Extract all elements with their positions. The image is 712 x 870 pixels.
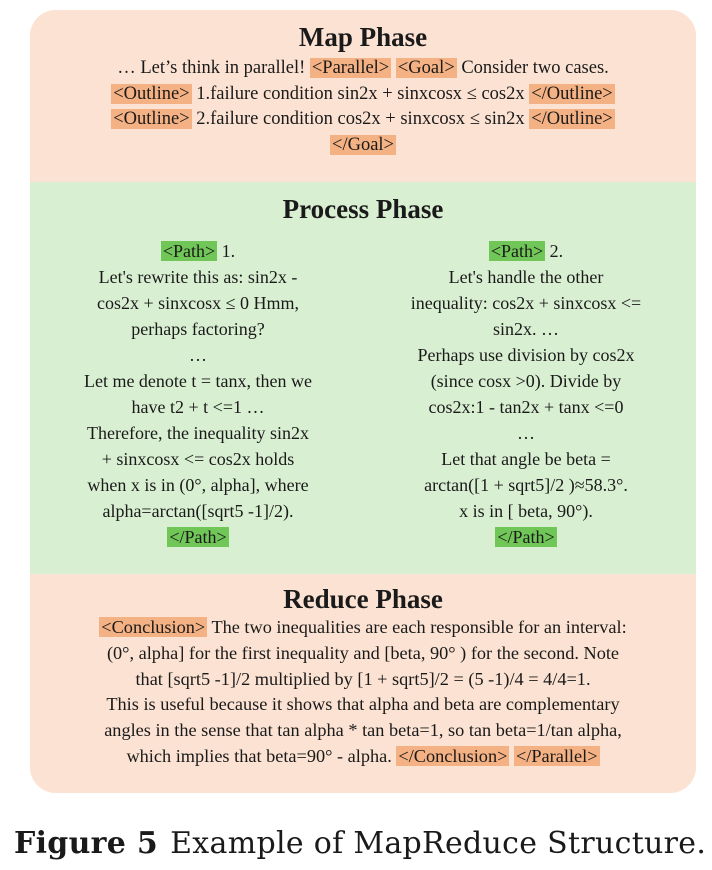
- path-open-tag: <Path>: [162, 241, 216, 261]
- reduce-phase-section: [30, 574, 696, 793]
- map-phase-title: Map Phase: [298, 22, 428, 52]
- map-line-1: [30, 56, 696, 82]
- path-1-line: + sinxcosx <= cos2x holds: [101, 449, 295, 469]
- path-1-line: Let me denote t = tanx, then we: [83, 371, 313, 391]
- path-2-line: Let that angle be beta =: [441, 449, 611, 469]
- path-close-tag: </Path>: [169, 527, 227, 547]
- path-2-line: x is in [ beta, 90°).: [459, 501, 593, 521]
- reduce-line-1: [30, 615, 696, 641]
- path-2-line: sin2x. …: [492, 319, 559, 339]
- goal-open-tag: <Goal>: [397, 58, 455, 78]
- figure-caption: [14, 826, 706, 862]
- reduce-line-4: This is useful because it shows that alpha and beta are complementary: [106, 694, 620, 715]
- map-line-1-text: … Let’s think in parallel!: [117, 58, 310, 78]
- path-2-line: Perhaps use division by cos2x: [417, 345, 635, 365]
- parallel-open-tag: <Parallel>: [311, 58, 390, 78]
- outline-open-tag: <Outline>: [113, 83, 190, 104]
- path-1-line: cos2x + sinxcosx ≤ 0 Hmm,: [96, 293, 300, 313]
- path-2-header: [376, 238, 676, 264]
- parallel-close-tag: </Parallel>: [515, 745, 598, 766]
- reduce-line-6: [30, 744, 696, 770]
- goal-close-tag: </Goal>: [332, 134, 394, 155]
- map-line-3: [30, 107, 696, 133]
- process-phase-title: Process Phase: [282, 194, 444, 224]
- path-1-column: [48, 238, 348, 550]
- reduce-line-1-text: The two inequalities are each responsible for an interval:: [207, 617, 627, 637]
- outline-2-text: 2.failure condition cos2x + sinxcosx ≤ sin2x: [191, 109, 530, 129]
- figure-label: Figure 5: [14, 826, 159, 861]
- path-1-line: …: [189, 345, 207, 365]
- path-2-line: Let's handle the other: [448, 267, 604, 287]
- reduce-line-5: angles in the sense that tan alpha * tan beta=1, so tan beta=1/tan alpha,: [104, 720, 622, 741]
- path-2-line: …: [517, 423, 535, 443]
- mapreduce-diagram: [30, 10, 696, 793]
- outline-close-tag: </Outline>: [531, 83, 613, 104]
- outline-1-text: 1.failure condition sin2x + sinxcosx ≤ cos2x: [191, 83, 530, 104]
- path-2-column: [376, 238, 676, 550]
- path-1-number: 1.: [217, 241, 236, 261]
- path-open-tag: <Path>: [490, 241, 544, 261]
- figure-caption-text: Example of MapReduce Structure.: [170, 826, 707, 861]
- reduce-line-6-text: which implies that beta=90° - alpha.: [126, 745, 397, 766]
- path-1-line: have t2 + t <=1 …: [131, 397, 265, 417]
- outline-open-tag: <Outline>: [113, 109, 190, 129]
- path-1-line: perhaps factoring?: [131, 319, 265, 339]
- path-2-line: inequality: cos2x + sinxcosx <=: [410, 293, 642, 313]
- path-1-line: alpha=arctan([sqrt5 -1]/2).: [102, 501, 294, 521]
- path-2-line: arctan([1 + sqrt5]/2 )≈58.3°.: [424, 475, 628, 495]
- conclusion-close-tag: </Conclusion>: [398, 745, 508, 766]
- process-phase-section: [30, 182, 696, 574]
- path-1-footer: [48, 524, 348, 550]
- map-phase-section: [30, 10, 696, 182]
- path-2-footer: [376, 524, 676, 550]
- path-1-line: Therefore, the inequality sin2x: [87, 423, 309, 443]
- reduce-phase-title: Reduce Phase: [283, 584, 443, 614]
- reduce-line-2: (0°, alpha] for the first inequality and [beta, 90° ) for the second. Note: [106, 642, 620, 663]
- map-line-4: [30, 133, 696, 159]
- map-line-1-post: Consider two cases.: [456, 58, 609, 78]
- outline-close-tag: </Outline>: [531, 109, 613, 129]
- path-1-header: [48, 238, 348, 264]
- path-1-line: when x is in (0°, alpha], where: [87, 475, 309, 495]
- reduce-line-3: that [sqrt5 -1]/2 multiplied by [1 + sqrt5]/2 = (5 -1)/4 = 4/4=1.: [135, 668, 591, 689]
- path-2-line: cos2x:1 - tan2x + tanx <=0: [428, 397, 624, 417]
- path-2-number: 2.: [545, 241, 564, 261]
- path-1-line: Let's rewrite this as: sin2x -: [98, 267, 298, 287]
- conclusion-open-tag: <Conclusion>: [101, 617, 206, 637]
- path-close-tag: </Path>: [497, 527, 555, 547]
- path-2-line: (since cosx >0). Divide by: [430, 371, 622, 391]
- map-line-2: [30, 82, 696, 108]
